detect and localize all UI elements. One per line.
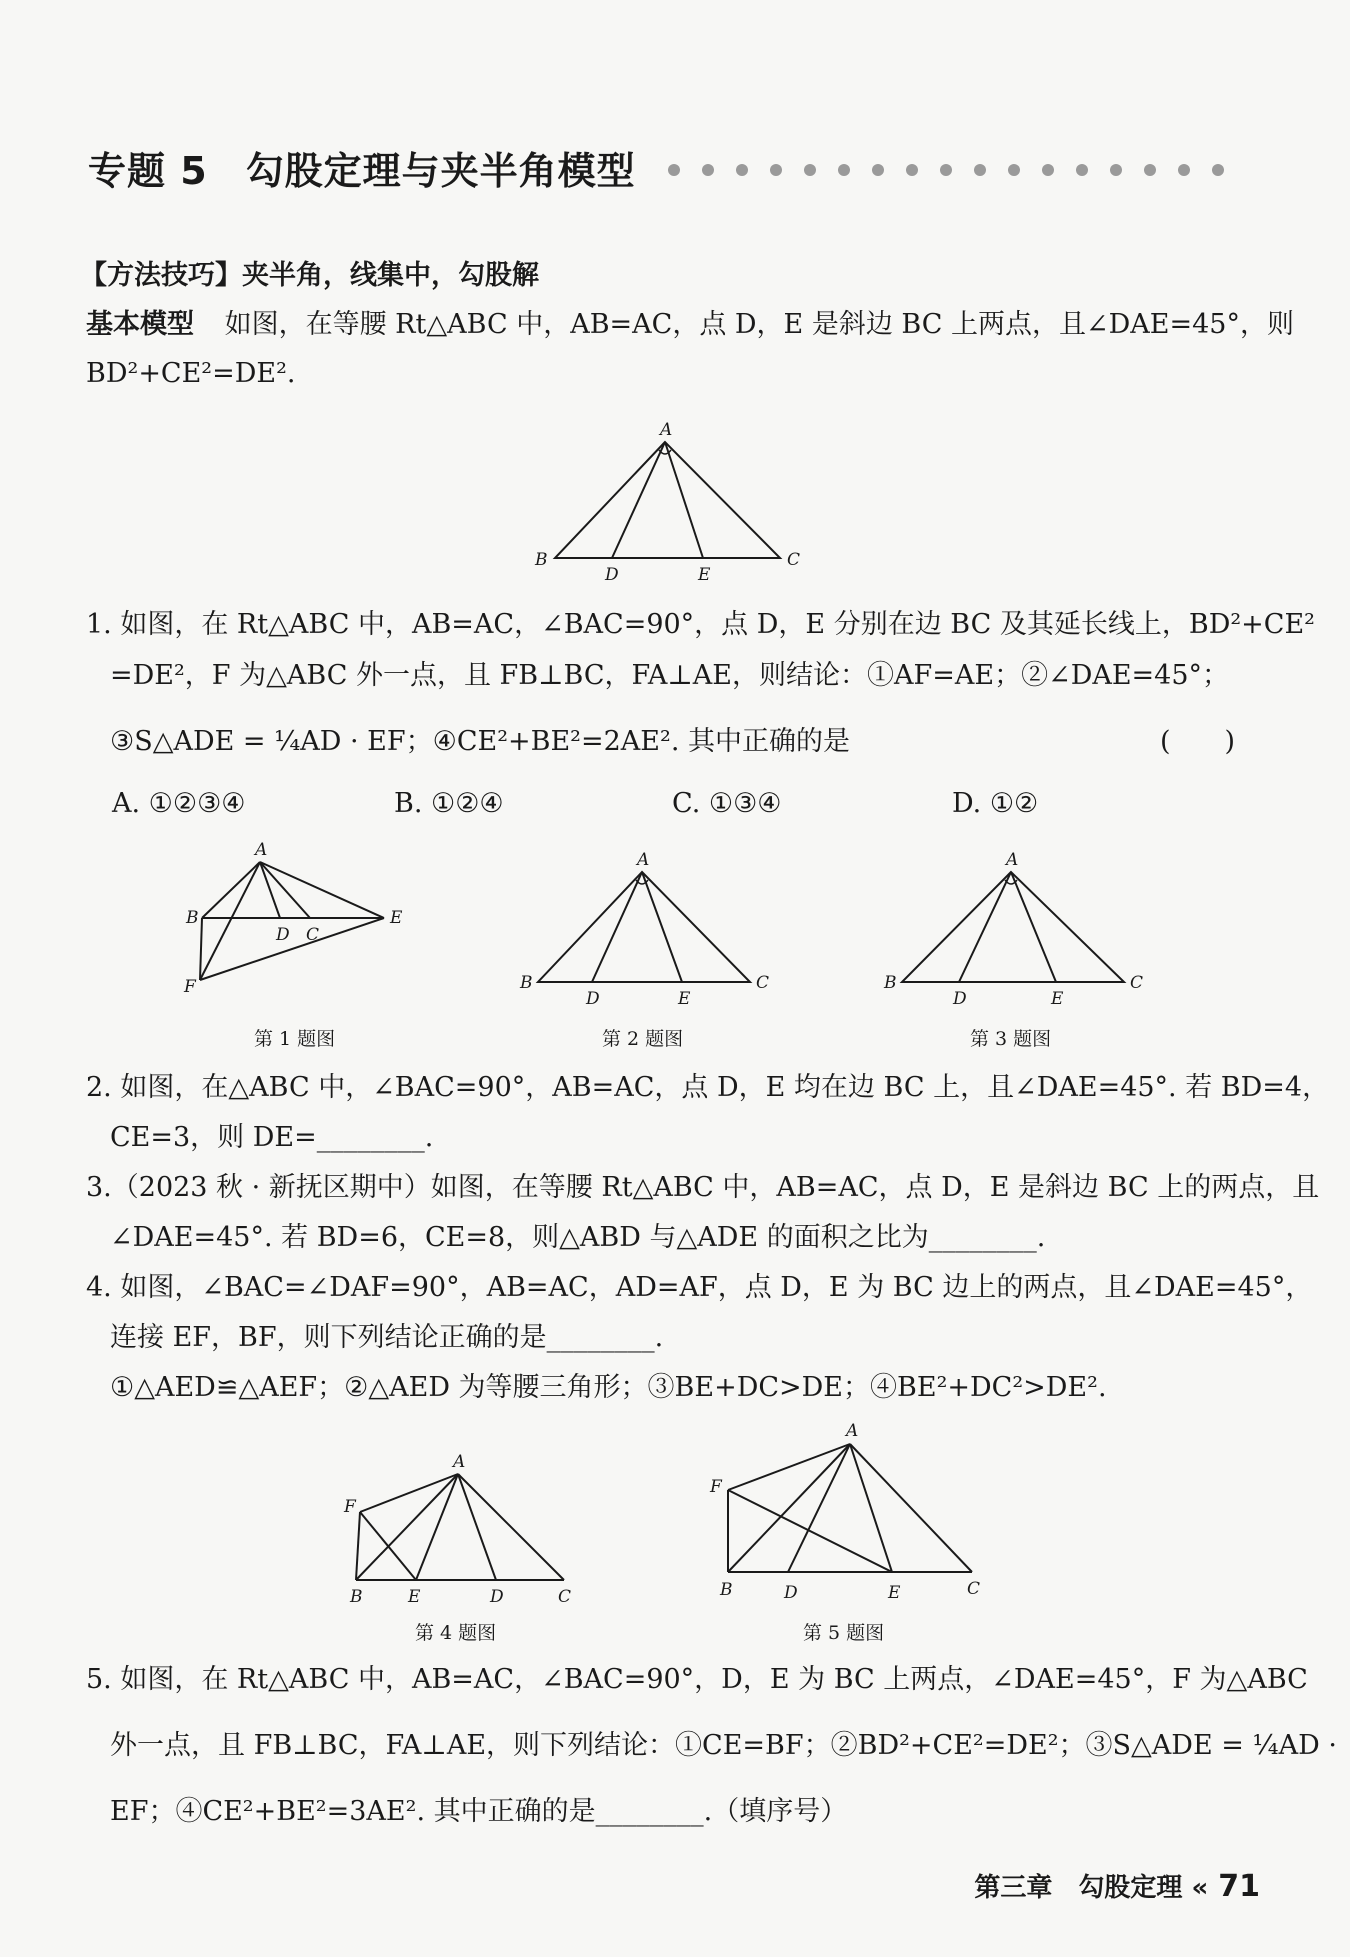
- fig5-label-F: F: [710, 1477, 722, 1497]
- model-text-1: 如图，在等腰 Rt△ABC 中，AB=AC，点 D，E 是斜边 BC 上两点，且∠DAE=45°，则: [224, 309, 1294, 340]
- method-label: 【方法技巧】夹半角，线集中，勾股解: [80, 260, 539, 291]
- fig5-label-B: B: [720, 1580, 733, 1600]
- fig5-label-C: C: [967, 1579, 981, 1599]
- q5-line-3: EF；④CE²+BE²=3AE². 其中正确的是________.（填序号）: [110, 1796, 848, 1827]
- q2-line-1: 2. 如图，在△ABC 中，∠BAC=90°，AB=AC，点 D，E 均在边 BC 上，且∠DAE=45°. 若 BD=4，: [86, 1072, 1330, 1103]
- fig5-label-D: D: [784, 1583, 798, 1603]
- page-footer: [974, 1867, 1260, 1904]
- q1-option-d: D. ①②: [952, 788, 1039, 819]
- label-D: D: [605, 565, 619, 585]
- figure-1: [180, 840, 410, 1010]
- fig1-label-B: B: [186, 908, 199, 928]
- q1-option-a: A. ①②③④: [112, 788, 246, 819]
- q2-line-2: CE=3，则 DE=________.: [110, 1122, 434, 1153]
- fig1-label-E: E: [390, 908, 403, 928]
- label-B: B: [535, 550, 548, 570]
- q1-answer-paren: ( ): [1160, 726, 1236, 757]
- fig1-label-F: F: [184, 977, 196, 997]
- fig3-label-B: B: [884, 973, 897, 993]
- fig3-label-C: C: [1130, 973, 1144, 993]
- fig4-label-A: A: [453, 1452, 466, 1472]
- title-dots-decoration: [668, 160, 1248, 180]
- label-C: C: [787, 550, 801, 570]
- q5-line-2: 外一点，且 FB⊥BC，FA⊥AE，则下列结论：①CE=BF；②BD²+CE²=DE²；③S△ADE = ¼AD ·: [110, 1730, 1337, 1761]
- fig1-label-A: A: [255, 840, 268, 860]
- q1-option-b: B. ①②④: [394, 788, 504, 819]
- fig2-label-B: B: [520, 973, 533, 993]
- fig2-label-A: A: [637, 850, 650, 870]
- model-label: 基本模型: [86, 309, 194, 340]
- fig2-caption: 第 2 题图: [602, 1028, 684, 1050]
- q5-line-1: 5. 如图，在 Rt△ABC 中，AB=AC，∠BAC=90°，D，E 为 BC 上两点，∠DAE=45°，F 为△ABC: [86, 1664, 1308, 1695]
- fig2-label-D: D: [586, 989, 600, 1009]
- topic-number: 专题 5: [88, 149, 208, 193]
- label-E: E: [698, 565, 711, 585]
- q4-line-2: 连接 EF，BF，则下列结论正确的是________.: [110, 1322, 664, 1353]
- q1-line-3: ③S△ADE = ¼AD · EF；④CE²+BE²=2AE². 其中正确的是: [110, 726, 851, 757]
- fig4-label-B: B: [350, 1587, 363, 1607]
- fig3-label-A: A: [1006, 850, 1019, 870]
- fig4-label-C: C: [558, 1587, 572, 1607]
- fig4-caption: 第 4 题图: [415, 1622, 497, 1644]
- q4-line-3: ①△AED≌△AEF；②△AED 为等腰三角形；③BE+DC>DE；④BE²+DC²>DE².: [110, 1372, 1107, 1403]
- fig1-caption: 第 1 题图: [254, 1028, 336, 1050]
- fig1-label-D: D: [276, 925, 290, 945]
- fig3-label-E: E: [1051, 989, 1064, 1009]
- label-A: A: [660, 420, 673, 440]
- figure-2: [510, 850, 780, 1010]
- figure-4: [336, 1452, 596, 1612]
- page-number: 71: [1218, 1869, 1260, 1904]
- q1-line-1: 1. 如图，在 Rt△ABC 中，AB=AC，∠BAC=90°，点 D，E 分别在边 BC 及其延长线上，BD²+CE²: [86, 609, 1315, 640]
- fig3-caption: 第 3 题图: [970, 1028, 1052, 1050]
- model-text-2: BD²+CE²=DE².: [86, 358, 296, 389]
- fig4-label-D: D: [490, 1587, 504, 1607]
- figure-3: [876, 850, 1146, 1010]
- q4-line-1: 4. 如图，∠BAC=∠DAF=90°，AB=AC，AD=AF，点 D，E 为 BC 边上的两点，且∠DAE=45°，: [86, 1272, 1313, 1303]
- q1-option-c: C. ①③④: [672, 788, 782, 819]
- model-line-1: [86, 305, 1294, 345]
- q3-line-2: ∠DAE=45°. 若 BD=6，CE=8，则△ABD 与△ADE 的面积之比为________.: [110, 1222, 1046, 1253]
- fig5-caption: 第 5 题图: [803, 1622, 885, 1644]
- fig5-label-A: A: [846, 1421, 859, 1441]
- figure-5: [700, 1420, 1000, 1605]
- fig4-label-E: E: [408, 1587, 421, 1607]
- fig2-label-E: E: [678, 989, 691, 1009]
- fig1-label-C: C: [306, 925, 320, 945]
- footer-chapter: 第三章 勾股定理 «: [974, 1873, 1209, 1903]
- fig4-label-F: F: [344, 1497, 356, 1517]
- q1-line-2: =DE²，F 为△ABC 外一点，且 FB⊥BC，FA⊥AE，则结论：①AF=AE；②∠DAE=45°；: [110, 660, 1230, 691]
- fig2-label-C: C: [756, 973, 770, 993]
- q3-line-1: 3.（2023 秋 · 新抚区期中）如图，在等腰 Rt△ABC 中，AB=AC，点 D，E 是斜边 BC 上的两点，且: [86, 1172, 1320, 1203]
- fig3-label-D: D: [953, 989, 967, 1009]
- page-title: [88, 140, 636, 195]
- fig5-label-E: E: [888, 1583, 901, 1603]
- topic-title: 勾股定理与夹半角模型: [245, 149, 636, 193]
- basic-model-figure: [525, 420, 805, 590]
